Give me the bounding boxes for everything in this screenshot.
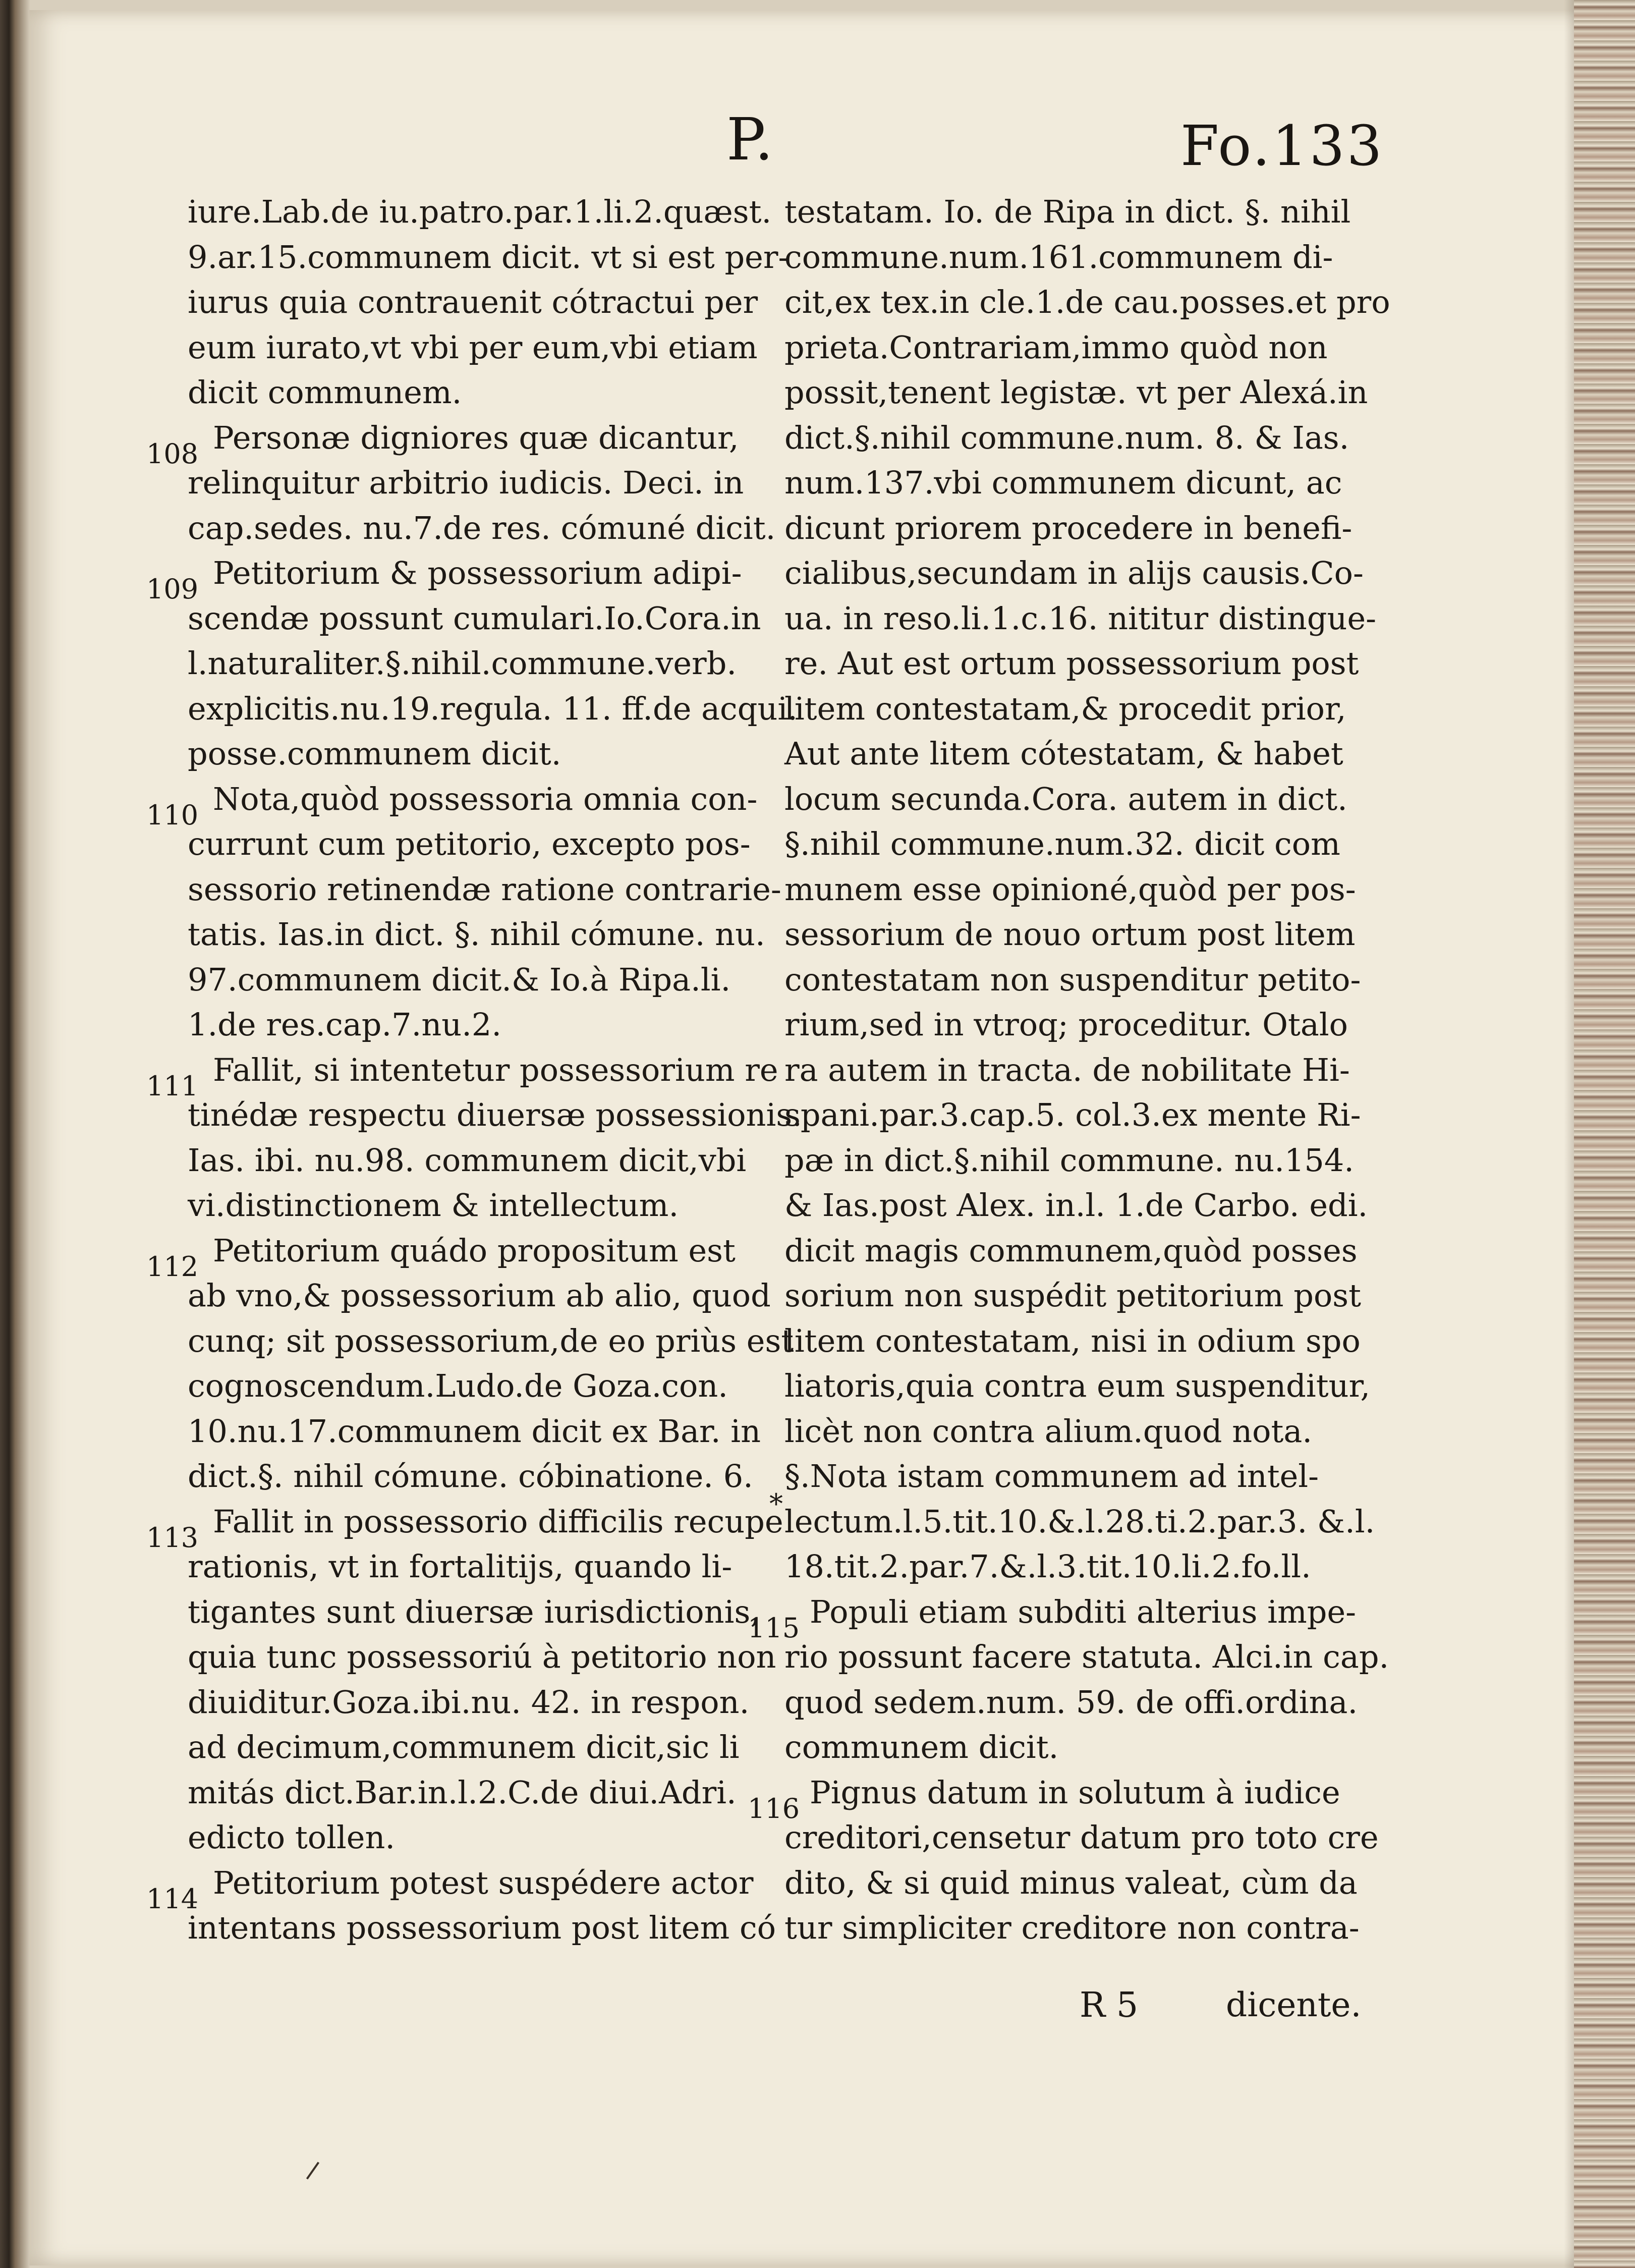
text-line: Ias. ibi. nu.98. communem dicit,vbi bbox=[188, 1141, 747, 1179]
margin-number: 108 bbox=[146, 438, 199, 470]
text-line: lectum.l.5.tit.10.&.l.28.ti.2.par.3. &.l. bbox=[784, 1503, 1375, 1540]
text-line: vi.distinctionem & intellectum. bbox=[188, 1187, 679, 1224]
text-line: liatoris,quia contra eum suspenditur, bbox=[784, 1367, 1371, 1404]
text-line: dicit magis communem,quòd posses bbox=[784, 1232, 1358, 1269]
text-line: Pignus datum in solutum à iudice bbox=[810, 1774, 1340, 1811]
text-line: relinquitur arbitrio iudicis. Deci. in bbox=[188, 464, 744, 501]
folio-number: Fo.133 bbox=[1180, 114, 1384, 178]
running-header-letter: P. bbox=[726, 106, 774, 174]
text-line: testatam. Io. de Ripa in dict. §. nihil bbox=[784, 193, 1351, 230]
text-line: 1.de res.cap.7.nu.2. bbox=[188, 1006, 502, 1043]
text-line: iure.Lab.de iu.patro.par.1.li.2.quæst. bbox=[188, 193, 772, 230]
text-line: dict.§.nihil commune.num. 8. & Ias. bbox=[784, 419, 1349, 456]
text-line: cap.sedes. nu.7.de res. cómuné dicit. bbox=[188, 509, 776, 546]
text-line: possit,tenent legistæ. vt per Alexá.in bbox=[784, 374, 1368, 411]
text-line: tur simpliciter creditore non contra- bbox=[784, 1909, 1360, 1946]
text-line: Personæ digniores quæ dicantur, bbox=[213, 419, 739, 456]
text-line: quod sedem.num. 59. de offi.ordina. bbox=[784, 1683, 1358, 1721]
margin-number: 109 bbox=[146, 573, 199, 605]
text-line: ad decimum,communem dicit,sic li bbox=[188, 1729, 740, 1765]
margin-number: 113 bbox=[146, 1522, 199, 1554]
right-column bbox=[784, 189, 1390, 1951]
text-line: locum secunda.Cora. autem in dict. bbox=[784, 780, 1347, 817]
text-line: posse.communem dicit. bbox=[188, 735, 561, 772]
text-line: l.naturaliter.§.nihil.commune.verb. bbox=[188, 645, 737, 682]
text-line: cialibus,secundam in alijs causis.Co- bbox=[784, 555, 1364, 591]
text-line: dict.§. nihil cómune. cóbinatione. 6. bbox=[188, 1458, 753, 1495]
text-line: ra autem in tracta. de nobilitate Hi- bbox=[784, 1051, 1350, 1088]
text-line: §.Nota istam communem ad intel- bbox=[784, 1458, 1319, 1495]
text-line: eum iurato,vt vbi per eum,vbi etiam bbox=[188, 328, 758, 366]
text-line: tatis. Ias.in dict. §. nihil cómune. nu. bbox=[188, 916, 765, 953]
asterisk-mark-icon: ⁎ bbox=[769, 1479, 783, 1511]
text-line: Populi etiam subditi alterius impe- bbox=[810, 1593, 1357, 1630]
text-line: §.nihil commune.num.32. dicit com bbox=[784, 825, 1340, 862]
text-line: quia tunc possessoriú à petitorio non bbox=[188, 1638, 776, 1675]
text-line: 97.communem dicit.& Io.à Ripa.li. bbox=[188, 961, 731, 998]
text-line: num.137.vbi communem dicunt, ac bbox=[784, 464, 1342, 501]
text-line: rationis, vt in fortalitijs, quando li- bbox=[188, 1548, 732, 1585]
text-line: re. Aut est ortum possessorium post bbox=[784, 645, 1359, 682]
text-line: creditori,censetur datum pro toto cre bbox=[784, 1819, 1379, 1856]
text-line: scendæ possunt cumulari.Io.Cora.in bbox=[188, 599, 761, 637]
text-line: currunt cum petitorio, excepto pos- bbox=[188, 825, 751, 862]
text-line: mitás dict.Bar.in.l.2.C.de diui.Adri. bbox=[188, 1774, 737, 1811]
text-line: cognoscendum.Ludo.de Goza.con. bbox=[188, 1367, 728, 1404]
text-line: Nota,quòd possessoria omnia con- bbox=[213, 780, 758, 817]
text-line: licèt non contra alium.quod nota. bbox=[784, 1412, 1313, 1450]
text-line: intentans possessorium post litem có bbox=[188, 1909, 776, 1946]
text-line: tinédæ respectu diuersæ possessionis. bbox=[188, 1096, 802, 1133]
text-line: pæ in dict.§.nihil commune. nu.154. bbox=[784, 1141, 1354, 1179]
text-line: sorium non suspédit petitorium post bbox=[784, 1277, 1362, 1314]
text-line: 10.nu.17.communem dicit ex Bar. in bbox=[188, 1412, 761, 1450]
text-line: 18.tit.2.par.7.&.l.3.tit.10.li.2.fo.ll. bbox=[784, 1548, 1311, 1585]
text-line: communem dicit. bbox=[784, 1729, 1059, 1765]
text-line: dicit communem. bbox=[188, 374, 462, 411]
text-line: munem esse opinioné,quòd per pos- bbox=[784, 870, 1356, 908]
text-line: edicto tollen. bbox=[188, 1819, 396, 1856]
text-line: Petitorium & possessorium adipi- bbox=[213, 555, 742, 591]
text-line: prieta.Contrariam,immo quòd non bbox=[784, 328, 1328, 366]
margin-number: 111 bbox=[146, 1070, 199, 1102]
text-line: contestatam non suspenditur petito- bbox=[784, 961, 1361, 998]
text-line: litem contestatam,& procedit prior, bbox=[784, 690, 1346, 727]
text-line: ab vno,& possessorium ab alio, quod bbox=[188, 1277, 771, 1314]
signature-mark: R 5 bbox=[1080, 1985, 1139, 2025]
page-fore-edge bbox=[1574, 0, 1635, 2268]
margin-number: 115 bbox=[748, 1612, 800, 1644]
text-line: rio possunt facere statuta. Alci.in cap. bbox=[784, 1638, 1389, 1675]
text-line: Fallit, si intentetur possessorium re bbox=[213, 1051, 778, 1088]
text-line: tigantes sunt diuersæ iurisdictionis, bbox=[188, 1593, 760, 1630]
text-line: diuiditur.Goza.ibi.nu. 42. in respon. bbox=[188, 1683, 750, 1721]
text-line: sessorium de nouo ortum post litem bbox=[784, 916, 1356, 953]
text-line: rium,sed in vtroq; proceditur. Otalo bbox=[784, 1006, 1348, 1043]
margin-number: 116 bbox=[748, 1793, 800, 1824]
text-line: iurus quia contrauenit cótractui per bbox=[188, 284, 758, 320]
text-line: Fallit in possessorio difficilis recupe bbox=[213, 1503, 783, 1540]
text-line: Aut ante litem cótestatam, & habet bbox=[784, 735, 1343, 772]
text-line: ua. in reso.li.1.c.16. nititur distingue- bbox=[784, 599, 1377, 637]
catchword: dicente. bbox=[1226, 1985, 1362, 2024]
text-line: explicitis.nu.19.regula. 11. ff.de acqui. bbox=[188, 690, 798, 727]
margin-number: 112 bbox=[146, 1251, 199, 1283]
text-line: commune.num.161.communem di- bbox=[784, 238, 1333, 275]
text-line: cunq; sit possessorium,de eo priùs est bbox=[188, 1322, 794, 1359]
text-line: dicunt priorem procedere in benefi- bbox=[784, 509, 1352, 546]
margin-number: 114 bbox=[146, 1883, 199, 1915]
margin-number: 110 bbox=[146, 799, 199, 831]
text-line: dito, & si quid minus valeat, cùm da bbox=[784, 1864, 1358, 1901]
text-line: & Ias.post Alex. in.l. 1.de Carbo. edi. bbox=[784, 1187, 1368, 1224]
text-line: spani.par.3.cap.5. col.3.ex mente Ri- bbox=[784, 1096, 1361, 1133]
text-line: Petitorium potest suspédere actor bbox=[213, 1864, 754, 1901]
text-line: Petitorium quádo propositum est bbox=[213, 1232, 736, 1269]
text-line: 9.ar.15.communem dicit. vt si est per- bbox=[188, 238, 789, 275]
text-line: litem contestatam, nisi in odium spo bbox=[784, 1322, 1361, 1359]
text-line: sessorio retinendæ ratione contrarie- bbox=[188, 870, 781, 908]
text-line: cit,ex tex.in cle.1.de cau.posses.et pro bbox=[784, 284, 1390, 320]
